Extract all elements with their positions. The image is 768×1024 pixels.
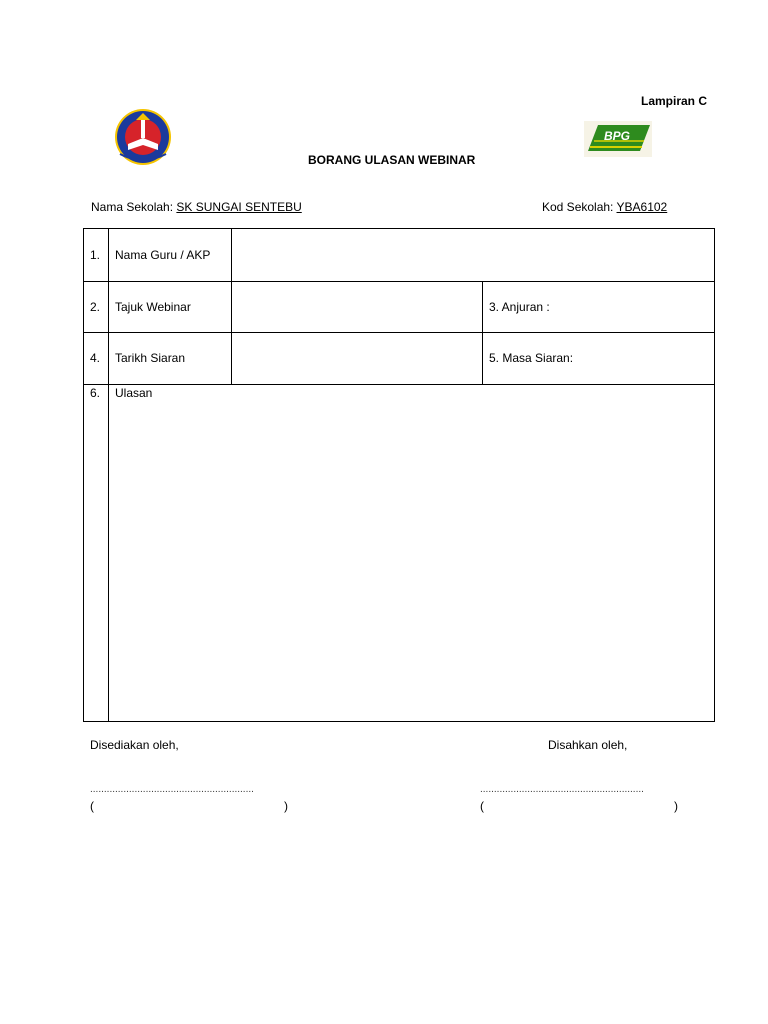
broadcast-time-label: 5. Masa Siaran: [489, 351, 574, 365]
review-form-table [83, 228, 715, 722]
prepared-by-label: Disediakan oleh, [90, 738, 179, 752]
webinar-title-field[interactable] [232, 282, 482, 332]
bpg-logo [584, 121, 652, 157]
approved-by-label: Disahkan oleh, [548, 738, 628, 752]
prepared-by-close-paren: ) [284, 799, 288, 813]
organizer-field[interactable] [554, 282, 714, 332]
row-number: 4. [90, 351, 101, 365]
school-code-value: YBA6102 [616, 200, 668, 214]
form-title: BORANG ULASAN WEBINAR [308, 153, 476, 167]
school-name [91, 200, 302, 214]
broadcast-date-label: Tarikh Siaran [115, 351, 186, 365]
approved-by-signature-line: ........................................................... [480, 784, 644, 795]
broadcast-time-field[interactable] [579, 333, 714, 384]
attachment-label: Lampiran C [641, 94, 708, 108]
review-label: Ulasan [115, 386, 153, 400]
row-number: 2. [90, 300, 101, 314]
kpm-logo [110, 108, 176, 168]
row-divider-3 [84, 384, 714, 385]
school-name-label: Nama Sekolah: [91, 200, 174, 214]
prepared-by-signature-line: ........................................................... [90, 784, 254, 795]
review-text-area[interactable] [109, 401, 714, 719]
teacher-name-field[interactable] [232, 229, 714, 281]
school-name-value: SK SUNGAI SENTEBU [176, 200, 302, 214]
row-number: 6. [90, 386, 101, 400]
organizer-label: 3. Anjuran : [489, 300, 550, 314]
teacher-name-label: Nama Guru / AKP [115, 248, 211, 262]
prepared-by-name-field[interactable] [98, 798, 280, 814]
broadcast-date-field[interactable] [232, 333, 482, 384]
approved-by-close-paren: ) [674, 799, 678, 813]
webinar-title-label: Tajuk Webinar [115, 300, 191, 314]
school-code [542, 200, 667, 214]
school-code-label: Kod Sekolah: [542, 200, 614, 214]
bpg-logo-text: BPG [604, 129, 631, 143]
prepared-by-open-paren: ( [90, 799, 94, 813]
approved-by-open-paren: ( [480, 799, 484, 813]
approved-by-name-field[interactable] [488, 798, 670, 814]
row-number: 1. [90, 248, 101, 262]
